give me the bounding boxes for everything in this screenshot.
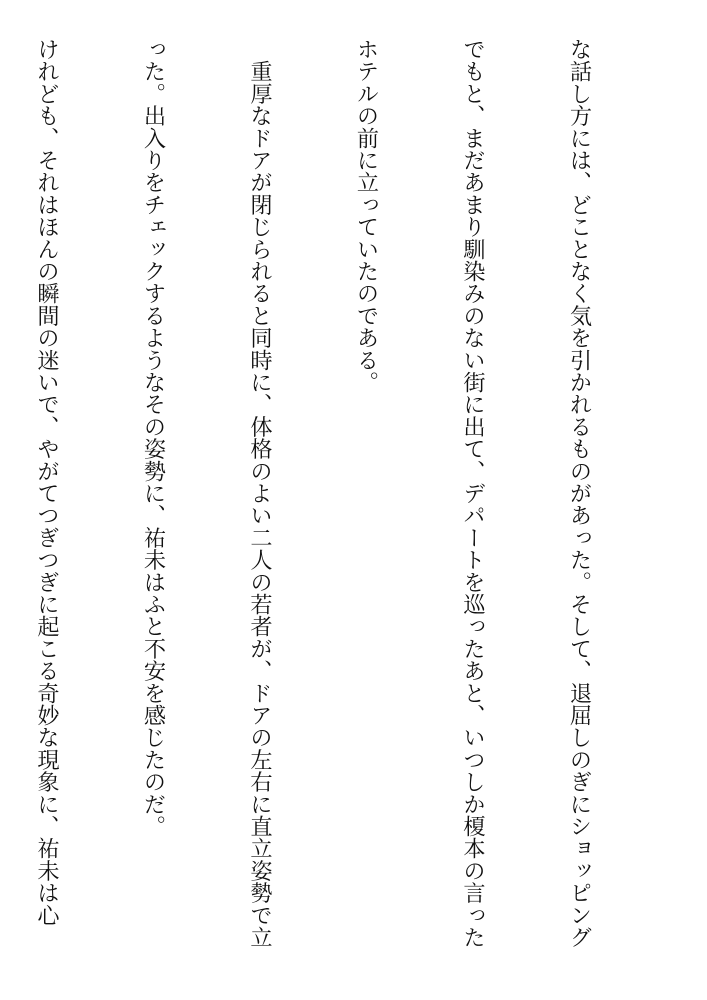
vertical-text-body <box>0 38 667 968</box>
text-column: 重厚なドアが閉じられると同時に、体格のよい二人の若者が、ドアの左右に直立姿勢で立 <box>246 38 273 949</box>
text-column: な話し方には、どことなく気を引かれるものがあった。そして、退屈しのぎにショッピング <box>566 38 592 949</box>
text-column: けれども、それはほんの瞬間の迷いで、やがてつぎつぎに起こる奇妙な現象に、祐未は心 <box>33 38 60 926</box>
text-column: でもと、まだあまり馴染みのない街に出て、デパートを巡ったあと、いつしか榎本の言った <box>459 38 486 949</box>
text-column: ホテルの前に立っていたのである。 <box>353 38 379 394</box>
text-column: った。出入りをチェックするようなその姿勢に、祐未はふと不安を感じたのだ。 <box>140 38 166 838</box>
